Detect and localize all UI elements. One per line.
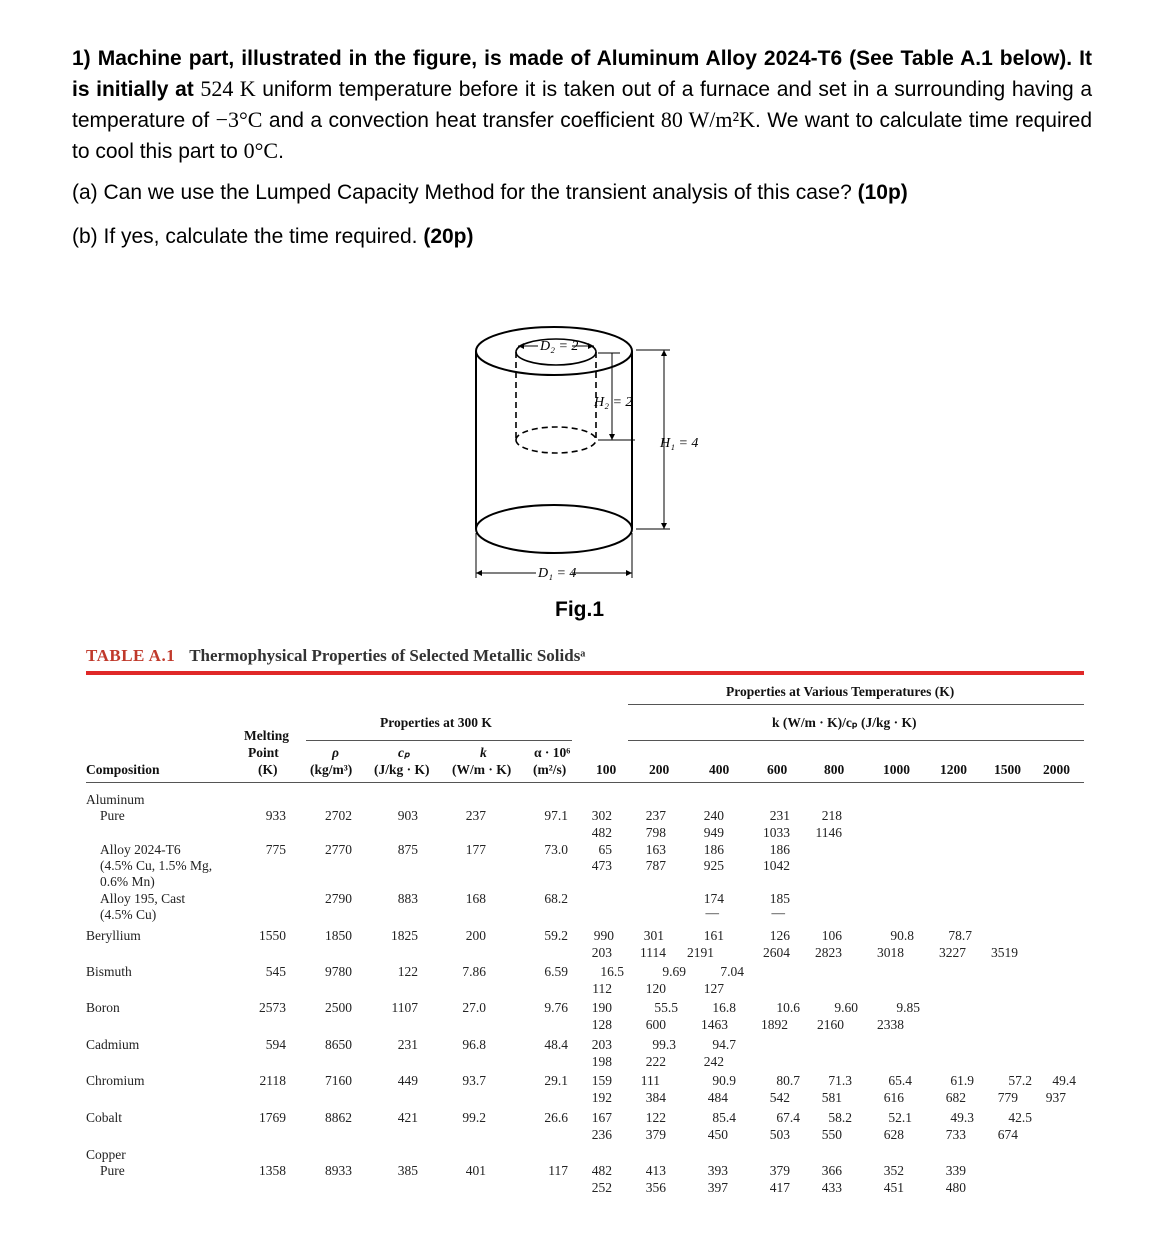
col-temp-100: 100 [596, 762, 617, 777]
cell-t6_cp: 787 [645, 858, 666, 873]
cell-boron_k: 16.8 [712, 1000, 736, 1015]
cell-chromium_cp: 682 [945, 1090, 966, 1105]
col-alpha-unit: (m²/s) [533, 762, 567, 777]
col-temp-600: 600 [767, 762, 788, 777]
cell-beryllium_k: 106 [821, 928, 842, 943]
col-alpha-symbol: α · 10⁶ [534, 745, 571, 760]
header-rule-temps-sub [628, 740, 1084, 741]
cell-t6_k: 186 [769, 842, 790, 857]
cell-beryllium: 1850 [325, 928, 352, 943]
cell-bismuth_cp: 112 [592, 981, 612, 996]
cell-pure_k: 302 [591, 808, 612, 823]
cell-cobalt_k: 85.4 [712, 1110, 736, 1125]
cell-cobalt_k: 49.3 [950, 1110, 974, 1125]
col-k-unit: (W/m · K) [452, 762, 512, 777]
cell-t6_cp: 925 [703, 858, 724, 873]
cell-cobalt_k: 122 [645, 1110, 666, 1125]
col-rho-symbol: ρ [332, 745, 339, 760]
cell-pure: 237 [465, 808, 486, 823]
cell-cadmium_k: 99.3 [652, 1037, 676, 1052]
cell-pure_cp: 1146 [815, 825, 842, 840]
cell-chromium: 2118 [259, 1073, 286, 1088]
cell-cobalt_k: 67.4 [776, 1110, 800, 1125]
cell-boron_cp: 128 [591, 1017, 612, 1032]
cell-copper: 385 [397, 1163, 418, 1178]
cell-cadmium: 96.8 [462, 1037, 486, 1052]
cell-beryllium_cp: 2823 [815, 945, 842, 960]
cell-beryllium_k: 90.8 [890, 928, 914, 943]
composition-label: Copper [86, 1147, 126, 1162]
cell-chromium_cp: 542 [769, 1090, 790, 1105]
col-melting-1: Melting [244, 728, 289, 743]
col-temp-1000: 1000 [883, 762, 910, 777]
cell-cadmium_cp: 222 [645, 1054, 666, 1069]
col-temp-2000: 2000 [1043, 762, 1070, 777]
cell-copper_k: 352 [883, 1163, 904, 1178]
col-melting-2: Point [248, 745, 279, 760]
cell-copper_cp: 433 [821, 1180, 842, 1195]
cell-t6_cp: 1042 [763, 858, 790, 873]
cell-beryllium_cp: 203 [591, 945, 612, 960]
problem-statement: 1) Machine part, illustrated in the figure, is made of Aluminum Alloy 2024-T6 (See Table A.1 below). It is initially at 524 K uniform temperature before it is taken out of a furnace and set in a surrounding having a temperature of −3°C and a convection heat transfer coefficient 80 W/m²K. We want to calculate time required to cool this part to 0°C. [72, 47, 1093, 163]
cell-cobalt_cp: 733 [945, 1127, 966, 1142]
cell-a195: 68.2 [544, 891, 568, 906]
cell-bismuth: 7.86 [462, 964, 486, 979]
cell-boron_k: 9.85 [896, 1000, 920, 1015]
cell-boron_k: 10.6 [776, 1000, 800, 1015]
cell-a195_k: 174 [703, 891, 724, 906]
cell-cobalt_cp: 450 [707, 1127, 728, 1142]
header-bottom-rule [86, 782, 1084, 783]
cell-boron_cp: 1892 [761, 1017, 788, 1032]
cell-copper_cp: 252 [591, 1180, 612, 1195]
cell-copper: 8933 [325, 1163, 352, 1178]
cell-copper: 1358 [259, 1163, 286, 1178]
cell-copper_cp: 451 [883, 1180, 904, 1195]
cell-boron: 27.0 [462, 1000, 486, 1015]
cell-pure_cp: 482 [591, 825, 612, 840]
cell-chromium_k: 159 [591, 1073, 612, 1088]
h2-label: H₂ = 2 [594, 395, 633, 410]
cell-a195_cp: — [705, 905, 719, 920]
group-300-header: Properties at 300 K [380, 715, 492, 730]
cell-pure_cp: 1033 [763, 825, 790, 840]
cell-cobalt_cp: 379 [645, 1127, 666, 1142]
col-composition: Composition [86, 762, 160, 777]
cell-beryllium_k: 301 [643, 928, 664, 943]
cell-cobalt_cp: 236 [591, 1127, 612, 1142]
cell-boron_cp: 600 [645, 1017, 666, 1032]
cell-cobalt_k: 52.1 [888, 1110, 912, 1125]
cell-t6_k: 186 [703, 842, 724, 857]
cell-copper: 401 [465, 1163, 486, 1178]
cell-beryllium_k: 990 [593, 928, 614, 943]
cell-copper_cp: 480 [945, 1180, 966, 1195]
cell-cobalt: 26.6 [544, 1110, 568, 1125]
cell-cobalt: 8862 [325, 1110, 352, 1125]
cell-cobalt: 421 [397, 1110, 418, 1125]
cell-a195_cp: — [771, 905, 785, 920]
cell-boron: 9.76 [544, 1000, 568, 1015]
cell-beryllium_cp: 3018 [877, 945, 904, 960]
cell-pure_cp: 949 [703, 825, 724, 840]
cell-cadmium: 48.4 [544, 1037, 568, 1052]
cell-cobalt_k: 42.5 [1008, 1110, 1032, 1125]
col-cp-unit: (J/kg · K) [374, 762, 430, 777]
cell-boron_k: 190 [591, 1000, 612, 1015]
cell-chromium_k: 90.9 [712, 1073, 736, 1088]
cell-t6_k: 163 [645, 842, 666, 857]
cell-beryllium_cp: 2604 [763, 945, 790, 960]
cell-cadmium_k: 203 [591, 1037, 612, 1052]
cell-cobalt_cp: 503 [769, 1127, 790, 1142]
cell-t6: 73.0 [544, 842, 568, 857]
cell-copper_k: 366 [821, 1163, 842, 1178]
cell-beryllium_cp: 3519 [991, 945, 1018, 960]
cell-bismuth_k: 9.69 [662, 964, 686, 979]
question-b: (b) If yes, calculate the time required. (20p) [72, 225, 474, 248]
cell-pure: 2702 [325, 808, 352, 823]
cell-beryllium_cp: 1114 [640, 945, 666, 960]
cell-chromium_cp: 484 [707, 1090, 728, 1105]
cell-cadmium: 594 [265, 1037, 286, 1052]
cell-beryllium: 1825 [391, 928, 418, 943]
cell-cobalt_cp: 674 [997, 1127, 1018, 1142]
cell-chromium: 449 [397, 1073, 418, 1088]
d1-label: D₁ = 4 [538, 566, 577, 581]
cell-beryllium: 1550 [259, 928, 286, 943]
cell-cadmium_k: 94.7 [712, 1037, 736, 1052]
header-rule-300 [306, 740, 572, 741]
cell-copper_k: 393 [707, 1163, 728, 1178]
composition-label: Bismuth [86, 964, 132, 979]
cell-bismuth_cp: 127 [703, 981, 724, 996]
composition-label: Chromium [86, 1073, 145, 1088]
cell-boron_k: 9.60 [834, 1000, 858, 1015]
cell-bismuth_cp: 120 [645, 981, 666, 996]
cell-pure: 933 [265, 808, 286, 823]
cell-bismuth: 9780 [325, 964, 352, 979]
cell-chromium_cp: 192 [591, 1090, 612, 1105]
composition-label: (4.5% Cu, 1.5% Mg, [100, 858, 213, 873]
table-top-rule [86, 671, 1084, 675]
cell-boron_k: 55.5 [654, 1000, 678, 1015]
cell-chromium_cp: 616 [883, 1090, 904, 1105]
col-temp-1200: 1200 [940, 762, 967, 777]
cell-cobalt: 99.2 [462, 1110, 486, 1125]
cell-cobalt: 1769 [259, 1110, 286, 1125]
col-temp-200: 200 [649, 762, 670, 777]
col-melting-3: (K) [258, 762, 278, 777]
question-a: (a) Can we use the Lumped Capacity Method for the transient analysis of this case? (10p) [72, 181, 908, 204]
cell-pure_cp: 798 [645, 825, 666, 840]
cell-copper: 117 [548, 1163, 568, 1178]
cell-pure_k: 218 [821, 808, 842, 823]
cell-copper_k: 339 [945, 1163, 966, 1178]
cell-t6_cp: 473 [591, 858, 612, 873]
cell-pure_k: 237 [645, 808, 666, 823]
composition-label: Pure [100, 808, 125, 823]
composition-label: Cobalt [86, 1110, 122, 1125]
col-cp-symbol: cₚ [398, 745, 410, 760]
cell-chromium_k: 71.3 [828, 1073, 852, 1088]
cell-bismuth_k: 16.5 [600, 964, 624, 979]
cell-chromium_k: 61.9 [950, 1073, 974, 1088]
cell-t6: 775 [265, 842, 286, 857]
cell-copper_k: 379 [769, 1163, 790, 1178]
cell-cobalt_k: 167 [591, 1110, 612, 1125]
header-rule-temps [628, 704, 1084, 705]
composition-label: Boron [86, 1000, 120, 1015]
composition-label: Cadmium [86, 1037, 140, 1052]
cell-beryllium: 59.2 [544, 928, 568, 943]
col-temp-800: 800 [824, 762, 845, 777]
cell-boron: 2573 [259, 1000, 286, 1015]
cell-a195: 168 [465, 891, 486, 906]
cell-boron: 1107 [391, 1000, 418, 1015]
cell-chromium_k: 57.2 [1008, 1073, 1032, 1088]
cell-bismuth: 122 [397, 964, 418, 979]
cell-cadmium_cp: 198 [591, 1054, 612, 1069]
composition-label: Beryllium [86, 928, 141, 943]
cell-a195_k: 185 [769, 891, 790, 906]
cell-pure_k: 231 [769, 808, 790, 823]
composition-label: 0.6% Mn) [100, 874, 155, 889]
table-title: TABLE A.1 Thermophysical Properties of Selected Metallic Solidsᵃ [86, 646, 586, 665]
cell-boron_cp: 2160 [817, 1017, 844, 1032]
group-temps-subheader: k (W/m · K)/cₚ (J/kg · K) [772, 715, 917, 730]
cell-beryllium_cp: 2191 [687, 945, 714, 960]
cell-beryllium_k: 78.7 [948, 928, 972, 943]
h1-label: H₁ = 4 [660, 436, 699, 451]
cell-t6: 2770 [325, 842, 352, 857]
cell-chromium_k: 49.4 [1052, 1073, 1076, 1088]
col-temp-400: 400 [709, 762, 730, 777]
cell-chromium_cp: 779 [997, 1090, 1018, 1105]
composition-label: Aluminum [86, 792, 145, 807]
cell-copper_cp: 397 [707, 1180, 728, 1195]
cell-cobalt_k: 58.2 [828, 1110, 852, 1125]
col-temp-1500: 1500 [994, 762, 1021, 777]
cell-beryllium: 200 [465, 928, 486, 943]
col-k-symbol: k [480, 745, 487, 760]
cell-copper_cp: 356 [645, 1180, 666, 1195]
cell-cadmium_cp: 242 [703, 1054, 724, 1069]
cell-beryllium_cp: 3227 [939, 945, 966, 960]
cell-chromium_k: 111 [640, 1073, 660, 1088]
cell-cadmium: 231 [397, 1037, 418, 1052]
cell-boron: 2500 [325, 1000, 352, 1015]
figure-caption: Fig.1 [555, 598, 605, 621]
cell-chromium: 93.7 [462, 1073, 486, 1088]
cylinder-figure [460, 322, 720, 582]
cell-cadmium: 8650 [325, 1037, 352, 1052]
cell-copper_k: 413 [645, 1163, 666, 1178]
cell-t6: 875 [397, 842, 418, 857]
cell-chromium: 7160 [325, 1073, 352, 1088]
cell-pure: 903 [397, 808, 418, 823]
cell-cobalt_cp: 550 [821, 1127, 842, 1142]
cell-a195: 2790 [325, 891, 352, 906]
cell-t6: 177 [465, 842, 486, 857]
outer-bottom-ellipse [476, 505, 632, 553]
col-rho-unit: (kg/m³) [310, 762, 353, 777]
cell-chromium: 29.1 [544, 1073, 568, 1088]
cell-chromium_cp: 384 [645, 1090, 666, 1105]
cell-beryllium_k: 161 [703, 928, 724, 943]
cell-beryllium_k: 126 [769, 928, 790, 943]
cell-bismuth: 545 [265, 964, 286, 979]
composition-label: (4.5% Cu) [100, 907, 157, 922]
cell-cobalt_cp: 628 [883, 1127, 904, 1142]
cell-chromium_cp: 581 [821, 1090, 842, 1105]
cell-a195: 883 [397, 891, 418, 906]
cell-bismuth_k: 7.04 [720, 964, 744, 979]
cell-bismuth: 6.59 [544, 964, 568, 979]
cell-copper_cp: 417 [769, 1180, 790, 1195]
cell-boron_cp: 2338 [877, 1017, 904, 1032]
cell-chromium_k: 65.4 [888, 1073, 912, 1088]
cell-chromium_k: 80.7 [776, 1073, 800, 1088]
composition-label: Alloy 2024-T6 [100, 842, 181, 857]
composition-label: Alloy 195, Cast [100, 891, 186, 906]
composition-label: Pure [100, 1163, 125, 1178]
cell-t6_k: 65 [598, 842, 612, 857]
cell-copper_k: 482 [591, 1163, 612, 1178]
cell-boron_cp: 1463 [701, 1017, 728, 1032]
cell-pure: 97.1 [544, 808, 568, 823]
d2-label: D₂ = 2 [540, 339, 579, 354]
group-temps-header: Properties at Various Temperatures (K) [726, 684, 955, 699]
cell-chromium_cp: 937 [1045, 1090, 1066, 1105]
cell-pure_k: 240 [703, 808, 724, 823]
